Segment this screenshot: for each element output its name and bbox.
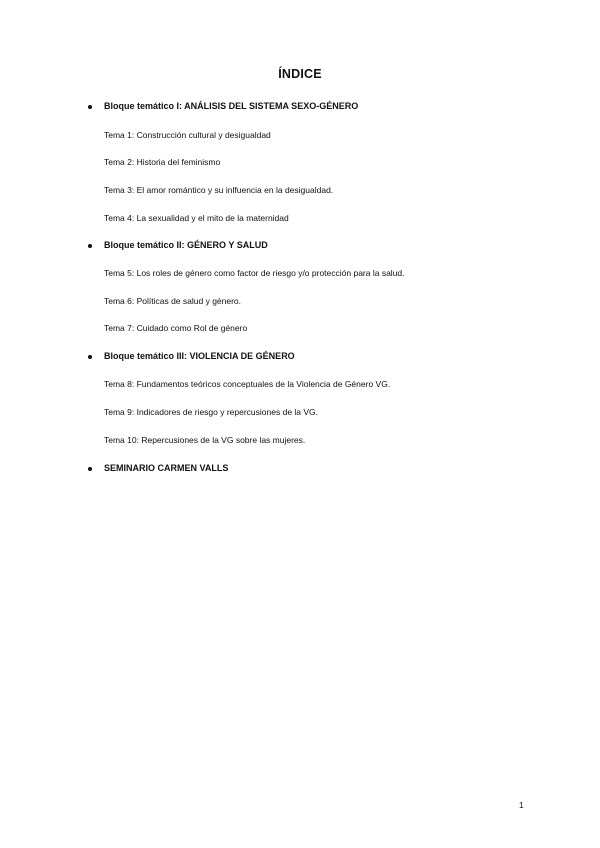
topic-item: Tema 7: Cuidado como Rol de género (104, 323, 248, 333)
block-heading-text: SEMINARIO CARMEN VALLS (104, 463, 229, 473)
topic-item: Tema 2: Historia del feminismo (104, 157, 221, 167)
topic-item: Tema 3: El amor romántico y su inlfuencia en la desigualdad. (104, 185, 334, 195)
block-heading-text: Bloque temático II: GÉNERO Y SALUD (104, 240, 268, 250)
topic-item: Tema 6: Políticas de salud y género. (104, 296, 242, 306)
bullet-icon (88, 355, 92, 359)
bullet-icon (88, 467, 92, 471)
topic-item: Tema 10: Repercusiones de la VG sobre las mujeres. (104, 435, 306, 445)
topic-item: Tema 4: La sexualidad y el mito de la maternidad (104, 213, 289, 223)
page-number: 1 (519, 800, 524, 810)
block-heading-text: Bloque temático I: ANÁLISIS DEL SISTEMA SEXO-GÉNERO (104, 101, 359, 111)
block-heading-text: Bloque temático III: VIOLENCIA DE GÉNERO (104, 351, 295, 361)
page-title: ÍNDICE (278, 67, 322, 81)
topic-item: Tema 5: Los roles de género como factor de riesgo y/o protección para la salud. (104, 268, 405, 278)
bullet-icon (88, 244, 92, 248)
bullet-icon (88, 105, 92, 109)
topic-item: Tema 9: Indicadores de riesgo y repercusiones de la VG. (104, 407, 319, 417)
topic-item: Tema 1: Construcción cultural y desigualdad (104, 130, 271, 140)
topic-item: Tema 8: Fundamentos teóricos conceptuales de la Violencia de Género VG. (104, 379, 391, 389)
